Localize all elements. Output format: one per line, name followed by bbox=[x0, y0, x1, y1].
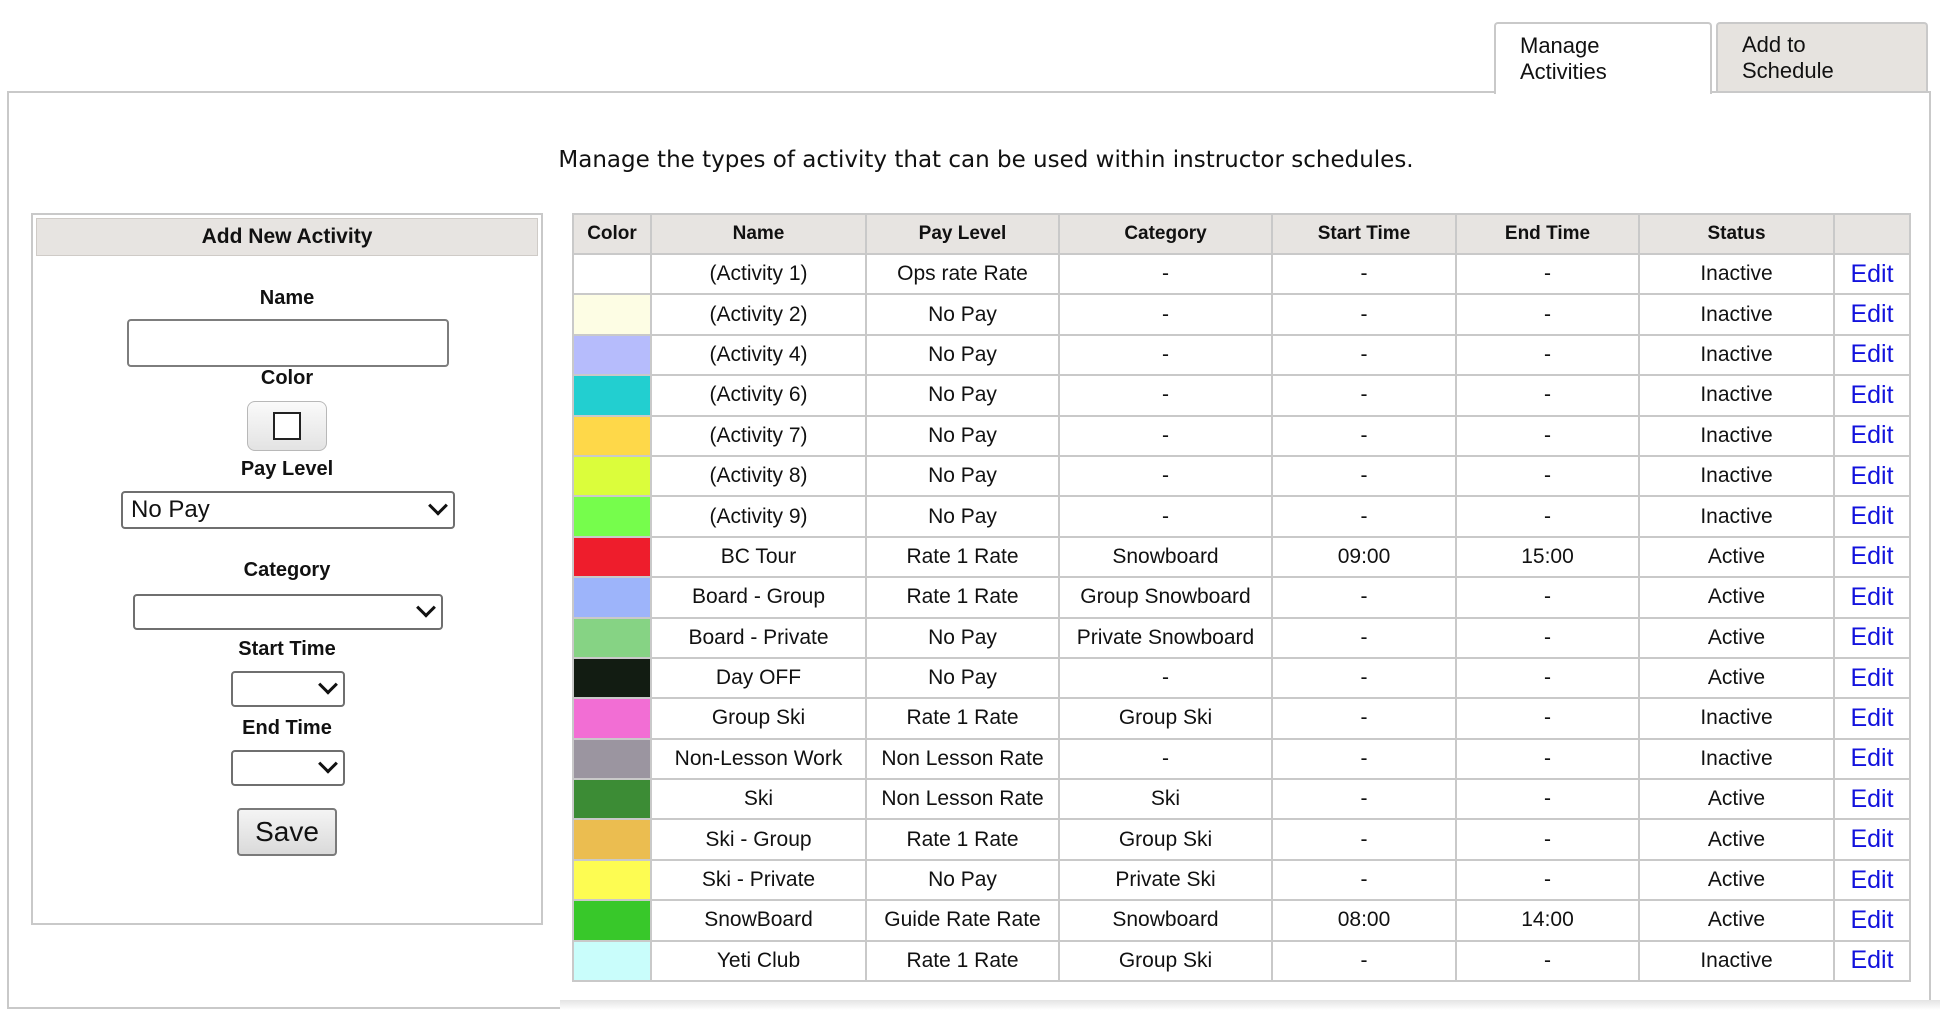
activity-name-cell: SnowBoard bbox=[651, 900, 866, 940]
status-cell: Inactive bbox=[1639, 254, 1834, 294]
status-cell: Inactive bbox=[1639, 294, 1834, 334]
activities-table-wrap bbox=[572, 213, 1909, 982]
pay-level-cell: No Pay bbox=[866, 496, 1059, 536]
edit-link[interactable]: Edit bbox=[1834, 739, 1910, 779]
col-header-start-time: Start Time bbox=[1272, 214, 1456, 254]
color-swatch bbox=[573, 254, 651, 294]
chevron-down-icon bbox=[428, 496, 448, 516]
table-row bbox=[573, 860, 1910, 900]
edit-link[interactable]: Edit bbox=[1834, 900, 1910, 940]
table-row bbox=[573, 779, 1910, 819]
start-time-cell: 08:00 bbox=[1272, 900, 1456, 940]
end-time-cell: - bbox=[1456, 658, 1639, 698]
pay-level-cell: Non Lesson Rate bbox=[866, 739, 1059, 779]
table-row bbox=[573, 577, 1910, 617]
start-time-cell: - bbox=[1272, 456, 1456, 496]
color-swatch bbox=[573, 416, 651, 456]
start-time-cell: - bbox=[1272, 294, 1456, 334]
activity-name-cell: (Activity 6) bbox=[651, 375, 866, 415]
category-cell: - bbox=[1059, 739, 1272, 779]
status-cell: Inactive bbox=[1639, 375, 1834, 415]
start-time-cell: 09:00 bbox=[1272, 537, 1456, 577]
color-swatch bbox=[573, 739, 651, 779]
edit-link[interactable]: Edit bbox=[1834, 335, 1910, 375]
edit-link[interactable]: Edit bbox=[1834, 254, 1910, 294]
end-time-cell: - bbox=[1456, 416, 1639, 456]
end-time-select[interactable] bbox=[231, 750, 345, 786]
category-cell: - bbox=[1059, 254, 1272, 294]
category-select[interactable] bbox=[133, 594, 443, 630]
end-time-cell: - bbox=[1456, 698, 1639, 738]
table-row bbox=[573, 698, 1910, 738]
activity-name-cell: (Activity 8) bbox=[651, 456, 866, 496]
start-time-cell: - bbox=[1272, 416, 1456, 456]
status-cell: Inactive bbox=[1639, 941, 1834, 981]
activity-name-cell: Non-Lesson Work bbox=[651, 739, 866, 779]
table-row bbox=[573, 658, 1910, 698]
table-row bbox=[573, 456, 1910, 496]
color-swatch bbox=[573, 537, 651, 577]
end-time-cell: 15:00 bbox=[1456, 537, 1639, 577]
start-time-cell: - bbox=[1272, 335, 1456, 375]
pay-level-cell: Non Lesson Rate bbox=[866, 779, 1059, 819]
intro-text: Manage the types of activity that can be used within instructor schedules. bbox=[558, 147, 1414, 173]
table-row bbox=[573, 496, 1910, 536]
table-row bbox=[573, 537, 1910, 577]
col-header-name: Name bbox=[651, 214, 866, 254]
table-row bbox=[573, 335, 1910, 375]
pay-level-cell: No Pay bbox=[866, 618, 1059, 658]
category-cell: - bbox=[1059, 375, 1272, 415]
color-swatch bbox=[573, 698, 651, 738]
status-cell: Active bbox=[1639, 577, 1834, 617]
col-header-color: Color bbox=[573, 214, 651, 254]
color-swatch bbox=[573, 496, 651, 536]
end-time-cell: 14:00 bbox=[1456, 900, 1639, 940]
status-cell: Active bbox=[1639, 658, 1834, 698]
add-activity-form bbox=[31, 213, 543, 925]
pay-level-cell: Rate 1 Rate bbox=[866, 819, 1059, 859]
color-swatch bbox=[573, 819, 651, 859]
start-time-cell: - bbox=[1272, 739, 1456, 779]
end-time-cell: - bbox=[1456, 739, 1639, 779]
start-time-cell: - bbox=[1272, 577, 1456, 617]
category-cell: - bbox=[1059, 294, 1272, 334]
color-swatch bbox=[573, 294, 651, 334]
pay-level-select[interactable] bbox=[121, 491, 455, 529]
status-cell: Active bbox=[1639, 860, 1834, 900]
activities-table bbox=[572, 213, 1911, 982]
category-cell: Group Snowboard bbox=[1059, 577, 1272, 617]
category-cell: Snowboard bbox=[1059, 900, 1272, 940]
end-time-cell: - bbox=[1456, 375, 1639, 415]
col-header-actions bbox=[1834, 214, 1910, 254]
activity-name-cell: Ski bbox=[651, 779, 866, 819]
end-time-cell: - bbox=[1456, 496, 1639, 536]
activity-name-cell: Board - Group bbox=[651, 577, 866, 617]
edit-link[interactable]: Edit bbox=[1834, 941, 1910, 981]
edit-link[interactable]: Edit bbox=[1834, 294, 1910, 334]
edit-link[interactable]: Edit bbox=[1834, 658, 1910, 698]
end-time-cell: - bbox=[1456, 941, 1639, 981]
activity-name-cell: (Activity 9) bbox=[651, 496, 866, 536]
col-header-pay-level: Pay Level bbox=[866, 214, 1059, 254]
category-cell: - bbox=[1059, 496, 1272, 536]
category-cell: Private Ski bbox=[1059, 860, 1272, 900]
status-cell: Active bbox=[1639, 819, 1834, 859]
category-cell: - bbox=[1059, 335, 1272, 375]
pay-level-cell: Rate 1 Rate bbox=[866, 941, 1059, 981]
edit-link[interactable]: Edit bbox=[1834, 819, 1910, 859]
pay-level-cell: Guide Rate Rate bbox=[866, 900, 1059, 940]
pay-level-cell: No Pay bbox=[866, 294, 1059, 334]
start-time-cell: - bbox=[1272, 375, 1456, 415]
category-cell: - bbox=[1059, 456, 1272, 496]
color-swatch bbox=[573, 375, 651, 415]
start-time-cell: - bbox=[1272, 254, 1456, 294]
edit-link[interactable]: Edit bbox=[1834, 577, 1910, 617]
activity-name-cell: (Activity 1) bbox=[651, 254, 866, 294]
table-header-row bbox=[573, 214, 1910, 254]
table-row bbox=[573, 294, 1910, 334]
status-cell: Active bbox=[1639, 900, 1834, 940]
activity-name-cell: Ski - Group bbox=[651, 819, 866, 859]
pay-level-cell: Ops rate Rate bbox=[866, 254, 1059, 294]
activity-name-cell: Board - Private bbox=[651, 618, 866, 658]
activity-name-cell: (Activity 4) bbox=[651, 335, 866, 375]
page-shadow bbox=[560, 1000, 1940, 1010]
status-cell: Active bbox=[1639, 618, 1834, 658]
tab-manage-activities[interactable]: Manage Activities bbox=[1494, 22, 1712, 94]
activity-name-cell: (Activity 7) bbox=[651, 416, 866, 456]
table-row bbox=[573, 819, 1910, 859]
end-time-cell: - bbox=[1456, 456, 1639, 496]
chevron-down-icon bbox=[318, 675, 338, 695]
category-label: Category bbox=[243, 559, 331, 581]
color-swatch bbox=[573, 941, 651, 981]
status-cell: Inactive bbox=[1639, 496, 1834, 536]
table-row bbox=[573, 375, 1910, 415]
chevron-down-icon bbox=[318, 754, 338, 774]
category-cell: Ski bbox=[1059, 779, 1272, 819]
end-time-cell: - bbox=[1456, 618, 1639, 658]
color-swatch bbox=[573, 860, 651, 900]
pay-level-cell: No Pay bbox=[866, 375, 1059, 415]
manage-activities-panel bbox=[7, 91, 1931, 1009]
edit-link[interactable]: Edit bbox=[1834, 537, 1910, 577]
color-swatch bbox=[573, 618, 651, 658]
category-cell: Snowboard bbox=[1059, 537, 1272, 577]
pay-level-cell: No Pay bbox=[866, 658, 1059, 698]
start-time-cell: - bbox=[1272, 496, 1456, 536]
end-time-cell: - bbox=[1456, 577, 1639, 617]
end-time-cell: - bbox=[1456, 254, 1639, 294]
start-time-label: Start Time bbox=[238, 638, 336, 660]
save-button[interactable]: Save bbox=[237, 808, 337, 856]
start-time-cell: - bbox=[1272, 779, 1456, 819]
table-row bbox=[573, 254, 1910, 294]
activity-name-cell: (Activity 2) bbox=[651, 294, 866, 334]
pay-level-cell: No Pay bbox=[866, 335, 1059, 375]
status-cell: Inactive bbox=[1639, 456, 1834, 496]
category-cell: - bbox=[1059, 416, 1272, 456]
status-cell: Inactive bbox=[1639, 335, 1834, 375]
category-cell: Group Ski bbox=[1059, 941, 1272, 981]
pay-level-selected: No Pay bbox=[131, 496, 210, 523]
activity-name-cell: Ski - Private bbox=[651, 860, 866, 900]
start-time-cell: - bbox=[1272, 698, 1456, 738]
pay-level-cell: No Pay bbox=[866, 860, 1059, 900]
end-time-cell: - bbox=[1456, 294, 1639, 334]
color-swatch bbox=[573, 658, 651, 698]
col-header-end-time: End Time bbox=[1456, 214, 1639, 254]
status-cell: Inactive bbox=[1639, 698, 1834, 738]
status-cell: Active bbox=[1639, 537, 1834, 577]
pay-level-cell: No Pay bbox=[866, 416, 1059, 456]
table-row bbox=[573, 416, 1910, 456]
edit-link[interactable]: Edit bbox=[1834, 456, 1910, 496]
edit-link[interactable]: Edit bbox=[1834, 416, 1910, 456]
chevron-down-icon bbox=[416, 598, 436, 618]
table-row bbox=[573, 941, 1910, 981]
table-row bbox=[573, 618, 1910, 658]
end-time-cell: - bbox=[1456, 819, 1639, 859]
color-swatch bbox=[573, 335, 651, 375]
start-time-cell: - bbox=[1272, 618, 1456, 658]
form-title: Add New Activity bbox=[36, 218, 538, 256]
col-header-status: Status bbox=[1639, 214, 1834, 254]
category-cell: - bbox=[1059, 658, 1272, 698]
color-swatch bbox=[573, 577, 651, 617]
activity-name-cell: Day OFF bbox=[651, 658, 866, 698]
start-time-cell: - bbox=[1272, 658, 1456, 698]
color-swatch bbox=[573, 456, 651, 496]
edit-link[interactable]: Edit bbox=[1834, 860, 1910, 900]
name-input[interactable] bbox=[127, 319, 449, 367]
end-time-cell: - bbox=[1456, 335, 1639, 375]
activity-name-cell: BC Tour bbox=[651, 537, 866, 577]
pay-level-cell: No Pay bbox=[866, 456, 1059, 496]
color-picker-button[interactable] bbox=[247, 401, 327, 451]
end-time-cell: - bbox=[1456, 860, 1639, 900]
start-time-cell: - bbox=[1272, 860, 1456, 900]
status-cell: Inactive bbox=[1639, 739, 1834, 779]
status-cell: Inactive bbox=[1639, 416, 1834, 456]
color-swatch-icon bbox=[273, 412, 301, 440]
name-label: Name bbox=[259, 287, 315, 309]
start-time-cell: - bbox=[1272, 941, 1456, 981]
activities-table-body bbox=[573, 254, 1910, 981]
edit-link[interactable]: Edit bbox=[1834, 375, 1910, 415]
end-time-cell: - bbox=[1456, 779, 1639, 819]
color-label: Color bbox=[260, 367, 314, 389]
category-cell: Private Snowboard bbox=[1059, 618, 1272, 658]
activity-name-cell: Group Ski bbox=[651, 698, 866, 738]
pay-level-cell: Rate 1 Rate bbox=[866, 537, 1059, 577]
pay-level-cell: Rate 1 Rate bbox=[866, 698, 1059, 738]
color-swatch bbox=[573, 900, 651, 940]
tab-bar bbox=[1494, 22, 1928, 94]
edit-link[interactable]: Edit bbox=[1834, 618, 1910, 658]
category-cell: Group Ski bbox=[1059, 819, 1272, 859]
start-time-select[interactable] bbox=[231, 671, 345, 707]
table-row bbox=[573, 900, 1910, 940]
tab-add-to-schedule[interactable]: Add to Schedule bbox=[1716, 22, 1928, 92]
pay-level-label: Pay Level bbox=[240, 458, 334, 480]
edit-link[interactable]: Edit bbox=[1834, 698, 1910, 738]
category-cell: Group Ski bbox=[1059, 698, 1272, 738]
end-time-label: End Time bbox=[242, 717, 332, 739]
edit-link[interactable]: Edit bbox=[1834, 496, 1910, 536]
start-time-cell: - bbox=[1272, 819, 1456, 859]
activity-name-cell: Yeti Club bbox=[651, 941, 866, 981]
col-header-category: Category bbox=[1059, 214, 1272, 254]
edit-link[interactable]: Edit bbox=[1834, 779, 1910, 819]
table-row bbox=[573, 739, 1910, 779]
pay-level-cell: Rate 1 Rate bbox=[866, 577, 1059, 617]
status-cell: Active bbox=[1639, 779, 1834, 819]
color-swatch bbox=[573, 779, 651, 819]
